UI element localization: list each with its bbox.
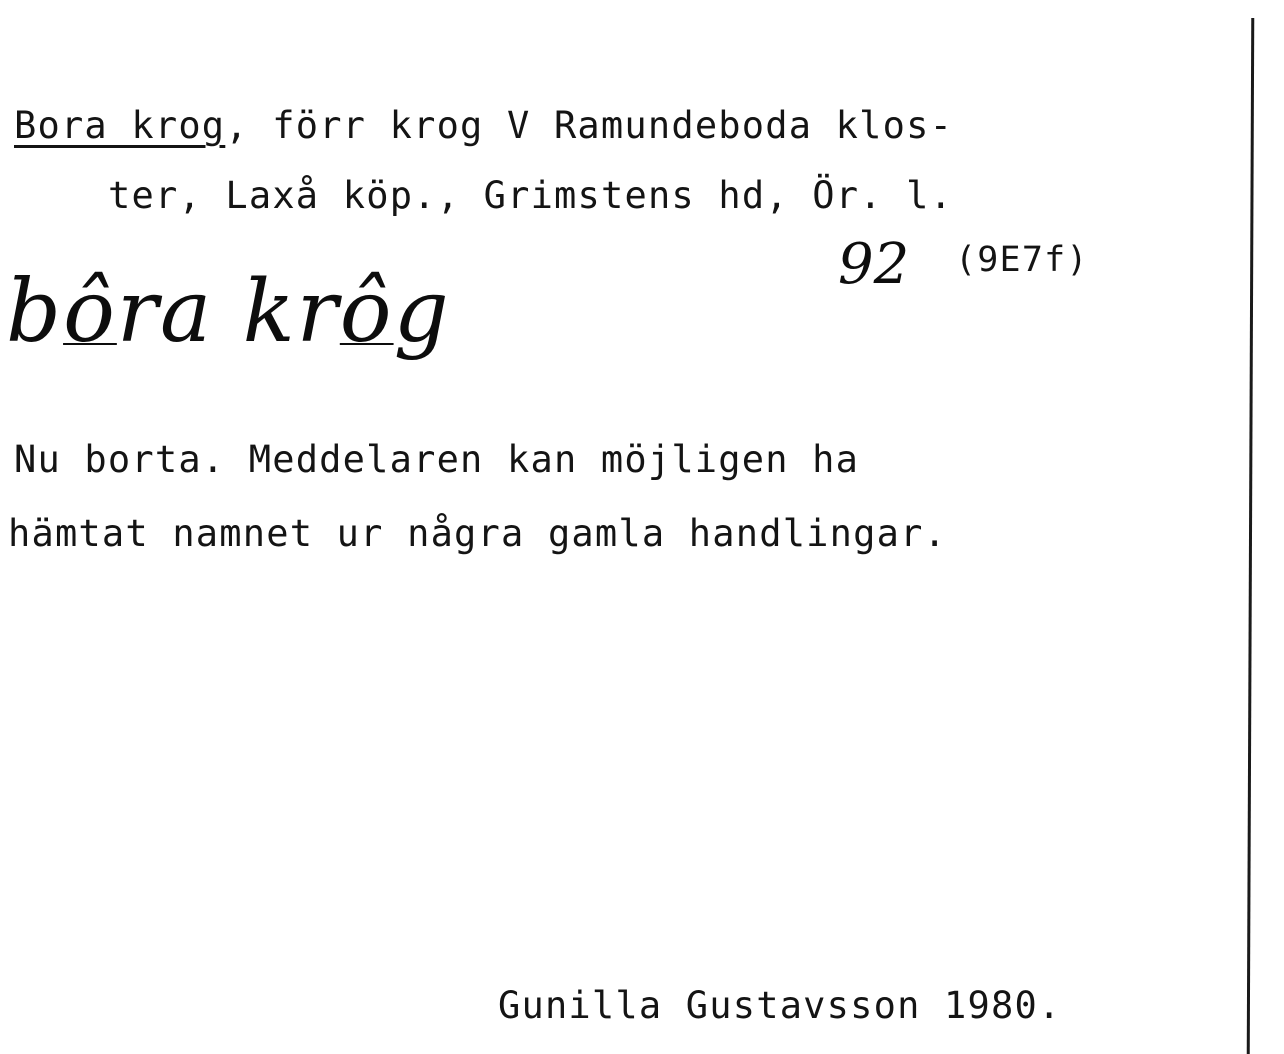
headword-remainder: , förr krog V Ramundeboda klos-: [225, 104, 954, 147]
handwritten-dialect-form: bôra krôg: [6, 262, 451, 362]
headword-line-1: [14, 104, 953, 147]
handwritten-card-number: 92: [838, 232, 910, 297]
headword-line-2: ter, Laxå köp., Grimstens hd, Ör. l.: [108, 174, 954, 217]
headword-term: Bora krog: [14, 104, 226, 147]
note-line-2: hämtat namnet ur några gamla handlingar.: [8, 512, 948, 555]
scan-edge-line: [1247, 18, 1255, 1054]
signature: Gunilla Gustavsson 1980.: [498, 984, 1062, 1027]
note-line-1: Nu borta. Meddelaren kan möjligen ha: [14, 438, 860, 481]
grid-code: (9E7f): [955, 240, 1089, 280]
